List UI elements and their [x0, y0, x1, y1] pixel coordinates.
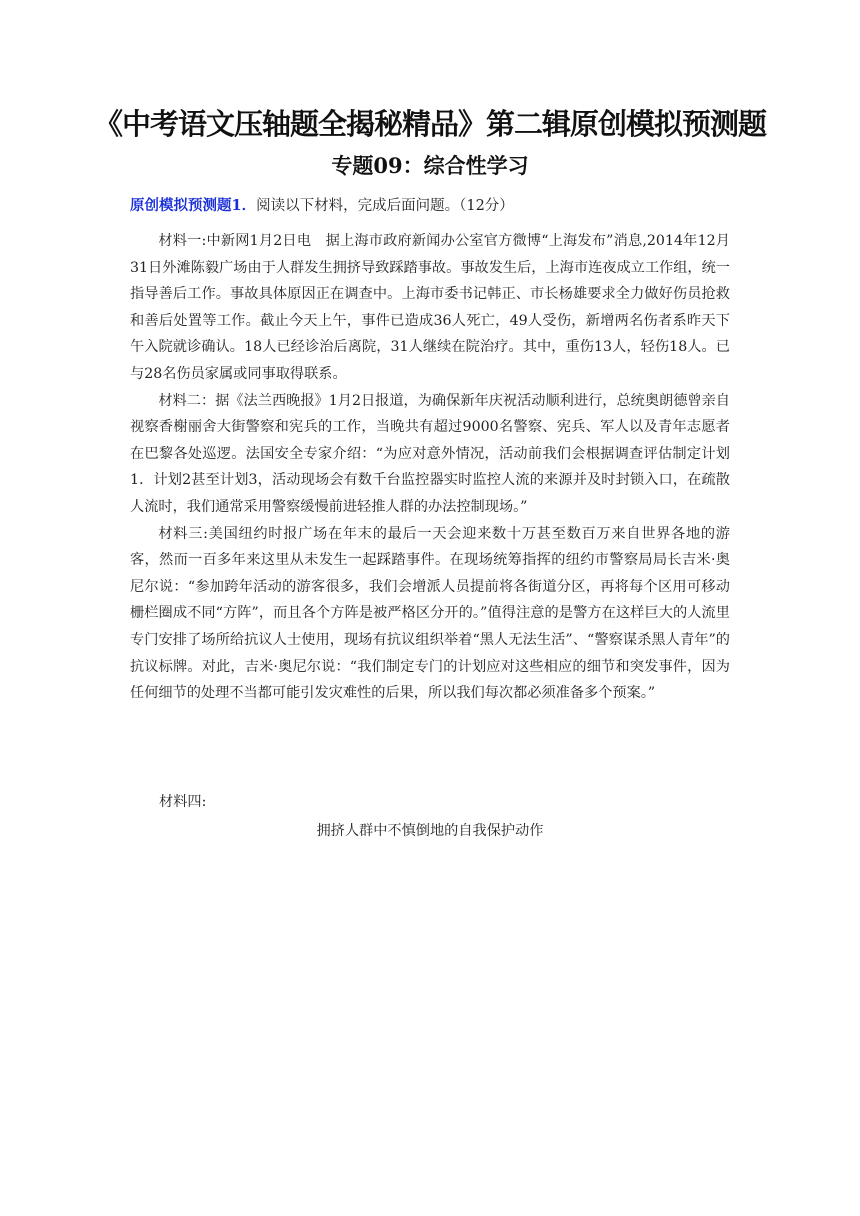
question-label: 原创模拟预测题1．	[130, 197, 257, 214]
material-paragraph-2: 材料二：据《法兰西晚报》1月2日报道，为确保新年庆祝活动顺利进行，总统奥朗德曾亲自视察香榭丽舍大街警察和宪兵的工作，当晚共有超过9000名警察、宪兵、军人以及青年志愿者在巴黎各处巡逻。法国安全专家介绍：“为应对意外情况，活动前我们会根据调查评估制定计划1．计划2甚至计划3，活动现场会有数千台监控器实时监控人流的来源并及时封锁入口，在疏散人流时，我们通常采用警察缓慢前进轻推人群的办法控制现场。”	[130, 392, 730, 515]
question-line	[130, 194, 730, 218]
figure-caption: 拥挤人群中不慎倒地的自我保护动作	[316, 823, 544, 839]
question-prompt: 阅读以下材料，完成后面问题。（12分）	[256, 198, 514, 214]
material-paragraph-3: 材料三:美国纽约时报广场在年末的最后一天会迎来数十万甚至数百万来自世界各地的游客，然而一百多年来这里从未发生一起踩踏事件。在现场统筹指挥的纽约市警察局局长吉米·奥尼尔说：“参加跨年活动的游客很多，我们会增派人员提前将各街道分区，再将每个区用可移动栅栏圈成不同“方阵”，而且各个方阵是被严格区分开的。”值得注意的是警方在这样巨大的人流里专门安排了场所给抗议人士使用，现场有抗议组织举着“黑人无法生活”、“警察谋杀黑人青年”的抗议标牌。对此，吉米·奥尼尔说：“我们制定专门的计划应对这些相应的细节和突发事件，因为任何细节的处理不当都可能引发灾难性的后果，所以我们每次都必须准备多个预案。”	[130, 525, 730, 702]
material-four-label: 材料四:	[159, 794, 207, 810]
material-paragraph-1: 材料一:中新网1月2日电 据上海市政府新闻办公室官方微博“上海发布”消息,2014年12月31日外滩陈毅广场由于人群发生拥挤导致踩踏事故。事故发生后，上海市连夜成立工作组，统一指导善后工作。事故具体原因正在调查中。上海市委书记韩正、市长杨雄要求全力做好伤员抢救和善后处置等工作。截止今天上午，事件已造成36人死亡，49人受伤，新增两名伤者系昨天下午入院就诊确认。18人已经诊治后离院，31人继续在院治疗。其中，重伤13人，轻伤18人。已与28名伤员家属或同事取得联系。	[130, 233, 730, 382]
document-subtitle: 专题09：综合性学习	[331, 153, 529, 178]
document-title: 《中考语文压轴题全揭秘精品》第二辑原创模拟预测题	[93, 107, 766, 141]
materials-body	[130, 228, 730, 707]
